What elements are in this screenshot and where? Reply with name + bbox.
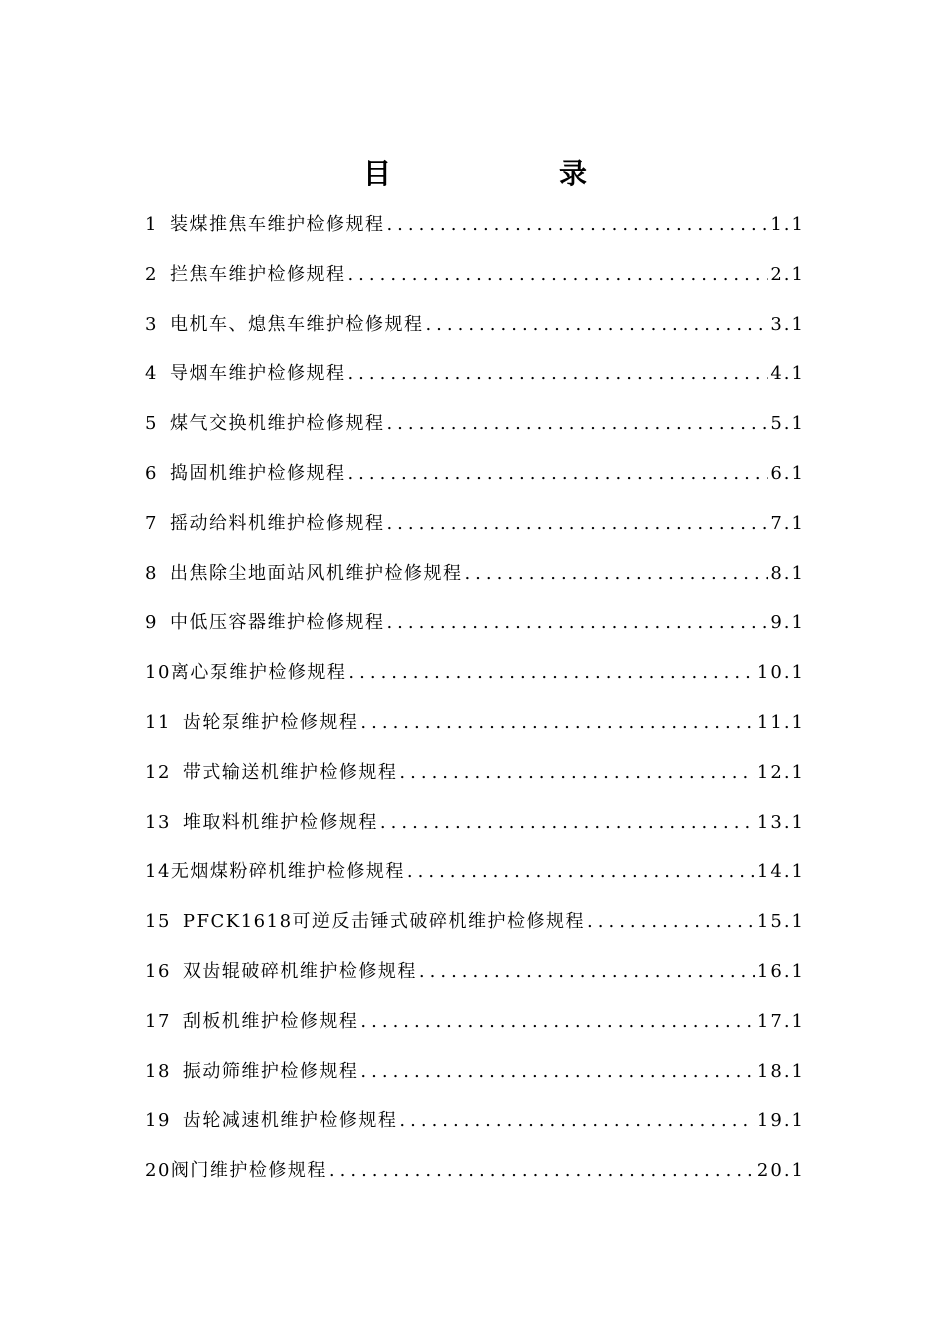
toc-entry[interactable] [145,205,805,255]
toc-leader-dots [399,1101,755,1141]
toc-entry-page: 11.1 [756,711,805,733]
toc-entry-title: PFCK1618可逆反击锤式破碎机维护检修规程 [182,911,586,933]
toc-entry-title: 摇动给料机维护检修规程 [169,512,385,534]
toc-entry-number: 10 [145,662,171,684]
toc-leader-dots [407,852,755,892]
toc-entry-title: 中低压容器维护检修规程 [169,612,385,634]
toc-entry-number: 9 [145,612,158,634]
toc-leader-dots [587,902,755,942]
toc-entry-page: 6.1 [770,462,805,484]
toc-entry-number: 12 [145,761,171,783]
toc-entry-number: 5 [145,413,158,435]
toc-leader-dots [347,255,768,295]
toc-entry[interactable] [145,902,805,952]
toc-entry-number: 2 [145,263,158,285]
toc-leader-dots [386,603,768,643]
toc-entry-page: 10.1 [756,662,805,684]
toc-entry-number: 19 [145,1110,171,1132]
toc-entry[interactable] [145,404,805,454]
toc-entry[interactable] [145,1101,805,1151]
toc-entry-number: 15 [145,911,171,933]
toc-leader-dots [329,1151,755,1191]
toc-entry-title: 双齿辊破碎机维护检修规程 [182,960,417,982]
toc-entry-page: 17.1 [756,1010,805,1032]
toc-entry-page: 15.1 [756,911,805,933]
toc-entry-title: 无烟煤粉碎机维护检修规程 [170,861,405,883]
toc-entry-page: 19.1 [756,1110,805,1132]
toc-leader-dots [425,305,768,345]
toc-entry-title: 振动筛维护检修规程 [182,1060,359,1082]
toc-entry-number: 14 [145,861,171,883]
toc-list [145,205,805,1201]
toc-leader-dots [360,1052,755,1092]
toc-entry-title: 刮板机维护检修规程 [182,1010,359,1032]
toc-entry-number: 20 [145,1160,171,1182]
toc-leader-dots [386,205,768,245]
toc-entry-title: 堆取料机维护检修规程 [182,811,378,833]
toc-leader-dots [347,454,768,494]
toc-leader-dots [419,952,755,992]
toc-entry[interactable] [145,753,805,803]
toc-entry-page: 3.1 [770,313,805,335]
toc-entry-title: 齿轮泵维护检修规程 [182,711,359,733]
toc-entry[interactable] [145,603,805,653]
toc-entry-page: 12.1 [756,761,805,783]
toc-entry-title: 出焦除尘地面站风机维护检修规程 [169,562,463,584]
toc-entry[interactable] [145,354,805,404]
toc-entry-title: 煤气交换机维护检修规程 [169,413,385,435]
toc-entry-number: 3 [145,313,158,335]
toc-entry-page: 1.1 [770,214,805,235]
toc-entry-title: 捣固机维护检修规程 [169,462,346,484]
toc-leader-dots [360,703,755,743]
toc-leader-dots [464,554,768,594]
toc-entry-page: 14.1 [756,861,805,883]
toc-leader-dots [380,803,755,843]
toc-entry[interactable] [145,255,805,305]
toc-entry[interactable] [145,1151,805,1201]
toc-entry-page: 4.1 [770,363,805,385]
toc-entry[interactable] [145,803,805,853]
toc-entry-number: 1 [145,214,158,235]
toc-entry[interactable] [145,952,805,1002]
toc-entry-title: 导烟车维护检修规程 [169,363,346,385]
toc-entry-number: 4 [145,363,158,385]
toc-entry-number: 18 [145,1060,171,1082]
toc-entry-page: 9.1 [770,612,805,634]
toc-entry-number: 11 [145,711,171,733]
toc-entry-page: 7.1 [770,512,805,534]
toc-entry-title: 拦焦车维护检修规程 [169,263,346,285]
toc-entry-page: 18.1 [756,1060,805,1082]
toc-entry[interactable] [145,454,805,504]
toc-entry-number: 17 [145,1010,171,1032]
toc-leader-dots [399,753,755,793]
toc-entry-title: 带式输送机维护检修规程 [182,761,398,783]
toc-leader-dots [386,404,768,444]
toc-entry-title: 离心泵维护检修规程 [170,662,347,684]
toc-title: 目 录 [362,157,657,190]
toc-entry[interactable] [145,305,805,355]
toc-entry-number: 8 [145,562,158,584]
toc-entry[interactable] [145,554,805,604]
toc-entry-title: 装煤推焦车维护检修规程 [169,214,385,235]
toc-entry[interactable] [145,504,805,554]
toc-entry-page: 13.1 [756,811,805,833]
toc-leader-dots [348,653,755,693]
toc-leader-dots [347,354,768,394]
toc-leader-dots [360,1002,755,1042]
toc-entry[interactable] [145,653,805,703]
toc-entry-number: 13 [145,811,171,833]
toc-entry[interactable] [145,1002,805,1052]
toc-entry-number: 16 [145,960,171,982]
toc-entry-number: 7 [145,512,158,534]
toc-entry-title: 齿轮减速机维护检修规程 [182,1110,398,1132]
toc-leader-dots [386,504,768,544]
toc-entry-title: 电机车、熄焦车维护检修规程 [169,313,424,335]
toc-entry-page: 2.1 [770,263,805,285]
toc-entry-page: 8.1 [770,562,805,584]
toc-entry-page: 20.1 [756,1160,805,1182]
toc-entry-page: 16.1 [756,960,805,982]
toc-entry-title: 阀门维护检修规程 [170,1160,327,1182]
toc-entry-page: 5.1 [770,413,805,435]
toc-entry[interactable] [145,852,805,902]
toc-entry-number: 6 [145,462,158,484]
toc-entry[interactable] [145,703,805,753]
toc-entry[interactable] [145,1052,805,1102]
